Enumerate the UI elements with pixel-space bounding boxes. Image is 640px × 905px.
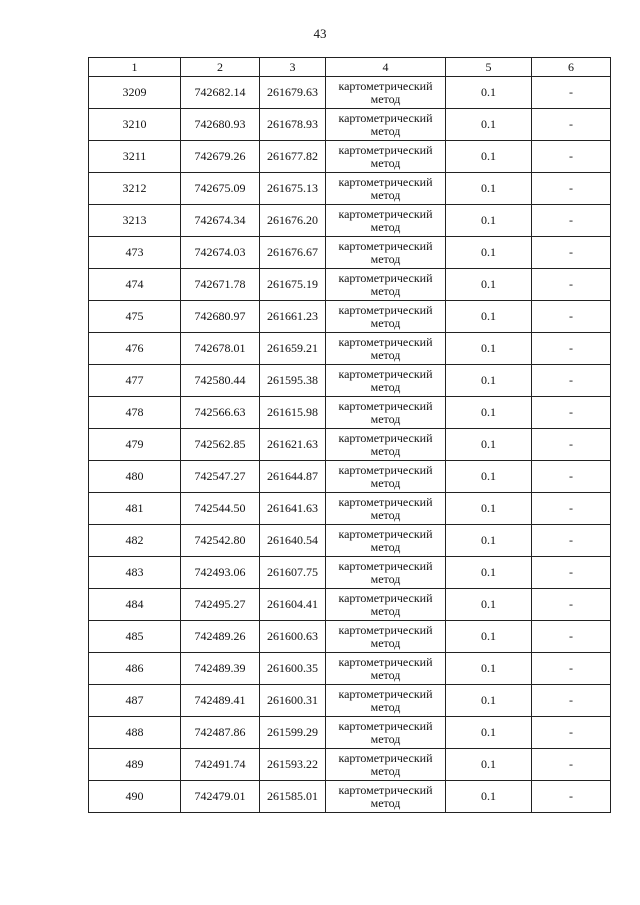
method-cell [326,77,446,109]
table-row [89,589,611,621]
y-coordinate-cell: 261615.98 [260,397,326,429]
method-text-line2: метод [370,315,401,330]
method-cell [326,621,446,653]
table-row [89,653,611,685]
table-row [89,301,611,333]
method-text-line1: картометрический [338,462,433,477]
table-row [89,141,611,173]
x-coordinate-cell: 742495.27 [181,589,260,621]
y-coordinate-cell: 261641.63 [260,493,326,525]
method-cell [326,749,446,781]
method-text-line2: метод [370,603,401,618]
method-text-line1: картометрический [338,430,433,445]
y-coordinate-cell: 261678.93 [260,109,326,141]
accuracy-cell: 0.1 [446,749,532,781]
y-coordinate-cell: 261600.63 [260,621,326,653]
method-text-line1: картометрический [338,718,433,733]
accuracy-cell: 0.1 [446,173,532,205]
method-text-line1: картометрический [338,238,433,253]
y-coordinate-cell: 261659.21 [260,333,326,365]
method-cell [326,461,446,493]
accuracy-cell: 0.1 [446,781,532,813]
method-text-line1: картометрический [338,270,433,285]
method-text-line2: метод [370,635,401,650]
accuracy-cell: 0.1 [446,461,532,493]
y-coordinate-cell: 261604.41 [260,589,326,621]
method-cell [326,653,446,685]
column-header: 3 [260,58,326,77]
point-number-cell: 483 [89,557,181,589]
method-cell [326,525,446,557]
note-cell: - [532,205,611,237]
note-cell: - [532,301,611,333]
accuracy-cell: 0.1 [446,237,532,269]
accuracy-cell: 0.1 [446,205,532,237]
accuracy-cell: 0.1 [446,429,532,461]
note-cell: - [532,717,611,749]
accuracy-cell: 0.1 [446,717,532,749]
method-cell [326,589,446,621]
method-text-line1: картометрический [338,302,433,317]
x-coordinate-cell: 742682.14 [181,77,260,109]
y-coordinate-cell: 261607.75 [260,557,326,589]
method-text-line2: метод [370,475,401,490]
table-row [89,77,611,109]
table-row [89,493,611,525]
method-text-line1: картометрический [338,494,433,509]
table-body [89,77,611,813]
method-cell [326,429,446,461]
point-number-cell: 486 [89,653,181,685]
accuracy-cell: 0.1 [446,77,532,109]
method-text-line1: картометрический [338,334,433,349]
note-cell: - [532,429,611,461]
point-number-cell: 488 [89,717,181,749]
note-cell: - [532,653,611,685]
note-cell: - [532,173,611,205]
point-number-cell: 474 [89,269,181,301]
method-cell [326,365,446,397]
accuracy-cell: 0.1 [446,301,532,333]
accuracy-cell: 0.1 [446,269,532,301]
y-coordinate-cell: 261600.35 [260,653,326,685]
method-text-line2: метод [370,347,401,362]
point-number-cell: 3211 [89,141,181,173]
page-number: 43 [313,26,327,41]
column-header: 2 [181,58,260,77]
x-coordinate-cell: 742547.27 [181,461,260,493]
accuracy-cell: 0.1 [446,653,532,685]
x-coordinate-cell: 742542.80 [181,525,260,557]
method-cell [326,333,446,365]
point-number-cell: 3210 [89,109,181,141]
column-header: 6 [532,58,611,77]
method-text-line2: метод [370,443,401,458]
method-text-line2: метод [370,251,401,266]
note-cell: - [532,269,611,301]
table-row [89,237,611,269]
point-number-cell: 490 [89,781,181,813]
method-cell [326,493,446,525]
accuracy-cell: 0.1 [446,493,532,525]
note-cell: - [532,109,611,141]
table-row [89,333,611,365]
x-coordinate-cell: 742674.03 [181,237,260,269]
x-coordinate-cell: 742680.93 [181,109,260,141]
method-text-line2: метод [370,219,401,234]
method-text-line1: картометрический [338,174,433,189]
method-cell [326,205,446,237]
table-row [89,173,611,205]
accuracy-cell: 0.1 [446,109,532,141]
point-number-cell: 479 [89,429,181,461]
method-text-line2: метод [370,411,401,426]
y-coordinate-cell: 261599.29 [260,717,326,749]
method-text-line2: метод [370,763,401,778]
y-coordinate-cell: 261677.82 [260,141,326,173]
note-cell: - [532,365,611,397]
point-number-cell: 475 [89,301,181,333]
method-text-line2: метод [370,667,401,682]
note-cell: - [532,749,611,781]
x-coordinate-cell: 742491.74 [181,749,260,781]
x-coordinate-cell: 742671.78 [181,269,260,301]
method-text-line1: картометрический [338,590,433,605]
method-cell [326,301,446,333]
x-coordinate-cell: 742479.01 [181,781,260,813]
accuracy-cell: 0.1 [446,557,532,589]
table-row [89,429,611,461]
note-cell: - [532,77,611,109]
x-coordinate-cell: 742544.50 [181,493,260,525]
point-number-cell: 480 [89,461,181,493]
table-row [89,461,611,493]
point-number-cell: 473 [89,237,181,269]
method-text-line2: метод [370,155,401,170]
method-text-line1: картометрический [338,206,433,221]
note-cell: - [532,461,611,493]
y-coordinate-cell: 261676.67 [260,237,326,269]
table-row [89,397,611,429]
note-cell: - [532,525,611,557]
point-number-cell: 477 [89,365,181,397]
x-coordinate-cell: 742489.39 [181,653,260,685]
x-coordinate-cell: 742487.86 [181,717,260,749]
x-coordinate-cell: 742678.01 [181,333,260,365]
point-number-cell: 478 [89,397,181,429]
note-cell: - [532,621,611,653]
note-cell: - [532,333,611,365]
method-text-line1: картометрический [338,526,433,541]
method-text-line1: картометрический [338,78,433,93]
method-text-line1: картометрический [338,622,433,637]
method-text-line2: метод [370,571,401,586]
method-cell [326,109,446,141]
point-number-cell: 3212 [89,173,181,205]
method-text-line1: картометрический [338,750,433,765]
x-coordinate-cell: 742675.09 [181,173,260,205]
y-coordinate-cell: 261644.87 [260,461,326,493]
x-coordinate-cell: 742566.63 [181,397,260,429]
method-text-line1: картометрический [338,558,433,573]
point-number-cell: 489 [89,749,181,781]
method-text-line2: метод [370,187,401,202]
point-number-cell: 476 [89,333,181,365]
note-cell: - [532,141,611,173]
point-number-cell: 3213 [89,205,181,237]
method-text-line1: картометрический [338,110,433,125]
x-coordinate-cell: 742489.41 [181,685,260,717]
table-row [89,557,611,589]
table-header-row [89,58,611,77]
method-text-line2: метод [370,699,401,714]
method-text-line2: метод [370,507,401,522]
point-number-cell: 482 [89,525,181,557]
note-cell: - [532,557,611,589]
note-cell: - [532,493,611,525]
point-number-cell: 487 [89,685,181,717]
method-cell [326,557,446,589]
note-cell: - [532,237,611,269]
point-number-cell: 484 [89,589,181,621]
method-text-line1: картометрический [338,142,433,157]
y-coordinate-cell: 261585.01 [260,781,326,813]
point-number-cell: 485 [89,621,181,653]
table-row [89,717,611,749]
method-text-line1: картометрический [338,398,433,413]
x-coordinate-cell: 742562.85 [181,429,260,461]
y-coordinate-cell: 261593.22 [260,749,326,781]
point-number-cell: 3209 [89,77,181,109]
method-text-line2: метод [370,379,401,394]
y-coordinate-cell: 261661.23 [260,301,326,333]
point-number-cell: 481 [89,493,181,525]
table-row [89,685,611,717]
x-coordinate-cell: 742580.44 [181,365,260,397]
table-row [89,365,611,397]
x-coordinate-cell: 742679.26 [181,141,260,173]
method-text-line2: метод [370,539,401,554]
y-coordinate-cell: 261675.19 [260,269,326,301]
table-row [89,781,611,813]
method-text-line1: картометрический [338,686,433,701]
accuracy-cell: 0.1 [446,589,532,621]
accuracy-cell: 0.1 [446,333,532,365]
accuracy-cell: 0.1 [446,621,532,653]
note-cell: - [532,397,611,429]
table-row [89,205,611,237]
x-coordinate-cell: 742680.97 [181,301,260,333]
accuracy-cell: 0.1 [446,525,532,557]
method-cell [326,173,446,205]
method-cell [326,397,446,429]
table-row [89,525,611,557]
accuracy-cell: 0.1 [446,685,532,717]
method-text-line1: картометрический [338,366,433,381]
method-cell [326,717,446,749]
method-cell [326,685,446,717]
table-row [89,749,611,781]
column-header: 5 [446,58,532,77]
x-coordinate-cell: 742493.06 [181,557,260,589]
note-cell: - [532,781,611,813]
y-coordinate-cell: 261679.63 [260,77,326,109]
accuracy-cell: 0.1 [446,141,532,173]
method-text-line2: метод [370,283,401,298]
method-text-line1: картометрический [338,654,433,669]
y-coordinate-cell: 261675.13 [260,173,326,205]
method-text-line2: метод [370,123,401,138]
accuracy-cell: 0.1 [446,397,532,429]
table-row [89,269,611,301]
method-cell [326,237,446,269]
y-coordinate-cell: 261640.54 [260,525,326,557]
method-text-line2: метод [370,731,401,746]
coordinates-table [88,57,611,813]
method-cell [326,141,446,173]
x-coordinate-cell: 742489.26 [181,621,260,653]
note-cell: - [532,685,611,717]
table-row [89,621,611,653]
y-coordinate-cell: 261676.20 [260,205,326,237]
method-text-line2: метод [370,91,401,106]
table-row [89,109,611,141]
column-header: 1 [89,58,181,77]
method-cell [326,269,446,301]
y-coordinate-cell: 261600.31 [260,685,326,717]
accuracy-cell: 0.1 [446,365,532,397]
y-coordinate-cell: 261621.63 [260,429,326,461]
x-coordinate-cell: 742674.34 [181,205,260,237]
y-coordinate-cell: 261595.38 [260,365,326,397]
method-text-line2: метод [370,795,401,810]
note-cell: - [532,589,611,621]
method-cell [326,781,446,813]
method-text-line1: картометрический [338,782,433,797]
column-header: 4 [326,58,446,77]
